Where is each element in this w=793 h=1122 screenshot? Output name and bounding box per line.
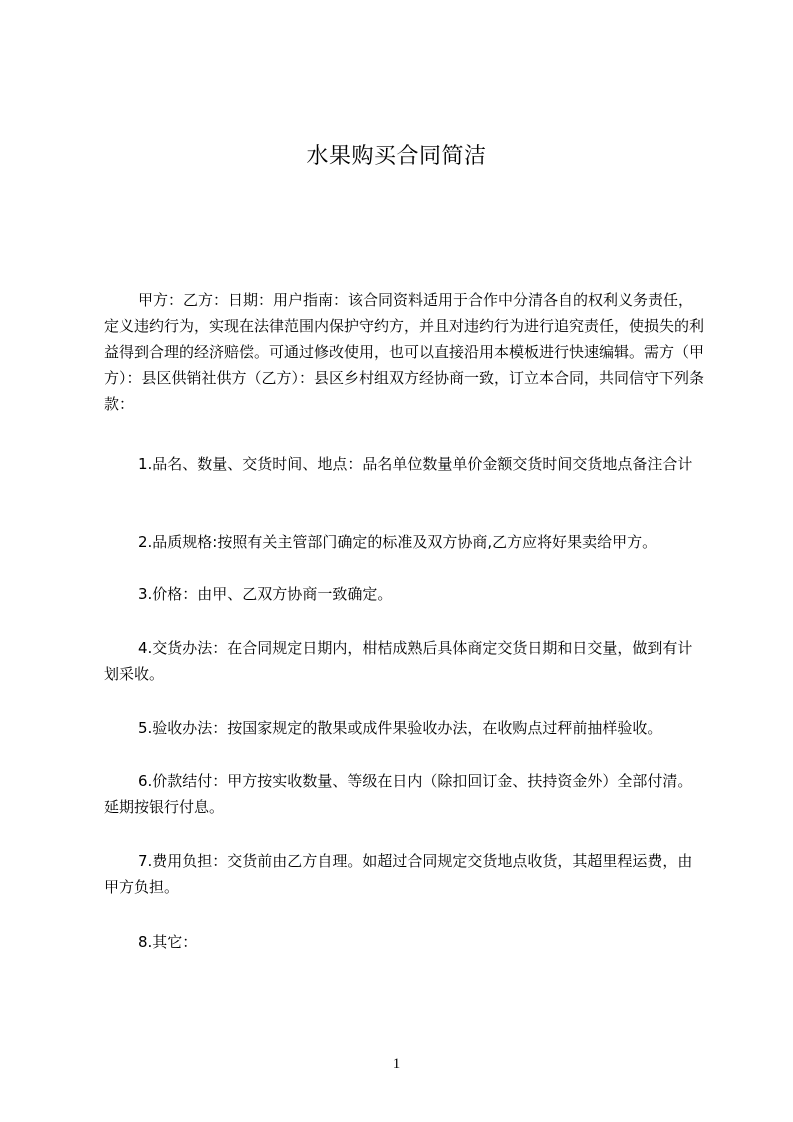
- page-number: 1: [392, 1056, 401, 1072]
- intro-paragraph: 甲方：乙方：日期：用户指南：该合同资料适用于合作中分清各自的权利义务责任，定义违约行为，实现在法律范围内保护守约方，并且对违约行为进行追究责任，使损失的利益得到合理的经济赔偿。可通过修改使用，也可以直接沿用本模板进行快速编辑。需方（甲方）：县区供销社供方（乙方）：县区乡村组双方经协商一致，订立本合同，共同信守下列条款：: [104, 291, 705, 413]
- clause-7: 7.费用负担：交货前由乙方自理。如超过合同规定交货地点收货，其超里程运费，由甲方负担。: [104, 852, 693, 896]
- document-title: 水果购买合同简洁: [306, 144, 487, 169]
- clause-8: 8.其它：: [138, 933, 198, 951]
- clause-1: 1.品名、数量、交货时间、地点：品名单位数量单价金额交货时间交货地点备注合计: [138, 455, 693, 473]
- clause-5: 5.验收办法：按国家规定的散果或成件果验收办法，在收购点过秤前抽样验收。: [138, 719, 663, 737]
- clause-2: 2.品质规格:按照有关主管部门确定的标准及双方协商,乙方应将好果卖给甲方。: [138, 533, 658, 551]
- clause-4: 4.交货办法：在合同规定日期内，柑桔成熟后具体商定交货日期和日交量，做到有计划采收。: [104, 639, 693, 683]
- clause-3: 3.价格：由甲、乙双方协商一致确定。: [138, 585, 393, 603]
- clause-6: 6.价款结付：甲方按实收数量、等级在日内（除扣回订金、扶持资金外）全部付清。延期按银行付息。: [104, 772, 693, 816]
